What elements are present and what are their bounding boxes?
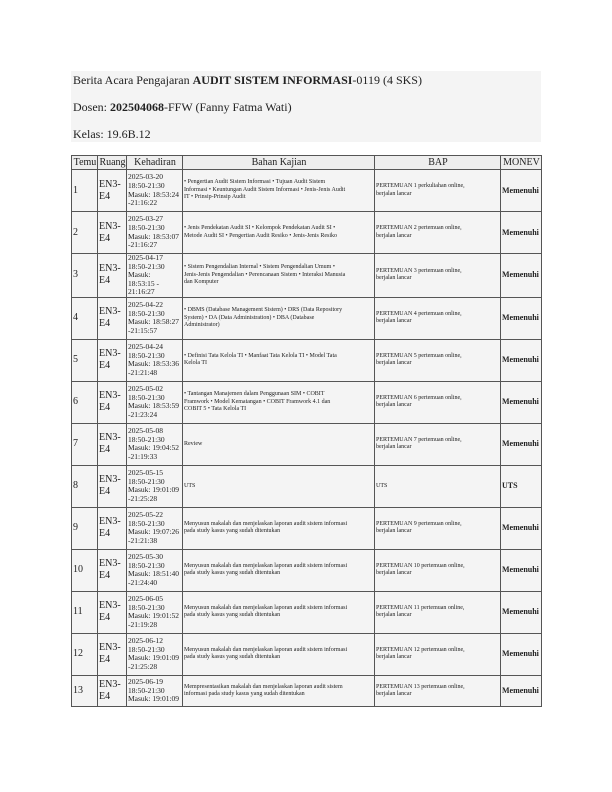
cell-kehadiran-line: -21:16:22 [128,198,158,208]
cell-ruang-line: EN3- [99,178,121,190]
cell-kehadiran-line: Masuk: 19:07:26 [128,527,180,537]
cell-bap [375,591,501,633]
cell-temu: 1 [72,170,98,212]
cell-kehadiran [127,212,183,254]
cell-kehadiran-line: 18:50-21:30 [128,476,165,486]
course-title [73,73,422,87]
table-row [72,633,542,675]
cell-ruang-line: EN3- [99,474,121,486]
cell-bap-line: berjalan lancar [376,190,412,197]
cell-kehadiran-line: 18:50-21:30 [128,180,165,190]
cell-bahan-kajian-line: • Tantangan Manajemen dalam Penggunaan SIM • COBIT [184,391,325,398]
cell-temu: 10 [72,549,98,591]
lecturer-line [73,100,292,114]
cell-ruang-line: E4 [99,402,111,414]
cell-kehadiran-line: Masuk: 18:53:36 [128,359,180,369]
cell-bap-line: PERTEMUAN 12 pertemuan online, [376,647,465,654]
cell-bahan-kajian [183,381,375,423]
cell-kehadiran-line: 18:50-21:30 [128,261,165,271]
cell-bahan-kajian [183,465,375,507]
cell-temu: 8 [72,465,98,507]
cell-bahan-kajian-line: • Pengertian Audit Sistem Informasi • Tujuan Audit Sistem [184,179,326,186]
cell-bahan-kajian [183,549,375,591]
lecturer-id: 202504068 [110,100,164,114]
table-row [72,591,542,633]
cell-ruang-line: E4 [99,486,111,498]
cell-kehadiran [127,675,183,706]
cell-ruang-line: E4 [99,528,111,540]
table-row [72,170,542,212]
cell-bahan-kajian-line: Administrator) [184,322,220,329]
cell-bap [375,549,501,591]
cell-bahan-kajian-line: pada study kasus yang sudah ditentukan [184,612,281,619]
cell-ruang-line: E4 [99,232,111,244]
cell-ruang [98,297,127,339]
cell-kehadiran-line: 18:50-21:30 [128,434,165,444]
cell-ruang-line: E4 [99,444,111,456]
cell-temu: 3 [72,254,98,298]
cell-kehadiran-line: -21:16:27 [128,240,158,250]
table-row [72,465,542,507]
cell-kehadiran-line: -21:25:28 [128,494,158,504]
cell-bahan-kajian-line: dan Komputer [184,279,219,286]
cell-bahan-kajian-line: System) • DA (Data Administration) • DBA (Database [184,314,315,321]
document-header [71,71,541,142]
cell-bahan-kajian-line: pada study kasus yang sudah ditentukan [184,528,281,535]
cell-ruang-line: EN3- [99,678,121,690]
cell-ruang-line: E4 [99,360,111,372]
cell-ruang [98,633,127,675]
cell-temu: 9 [72,507,98,549]
cell-ruang-line: EN3- [99,432,121,444]
table-row [72,549,542,591]
cell-kehadiran [127,549,183,591]
cell-kehadiran-line: -21:25:28 [128,662,158,672]
cell-kehadiran-line: -21:19:28 [128,620,158,630]
cell-ruang [98,381,127,423]
cell-bahan-kajian-line: informasi pada study kasus yang sudah ditentukan [184,690,305,697]
cell-bahan-kajian [183,633,375,675]
cell-bahan-kajian [183,212,375,254]
cell-ruang-line: E4 [99,190,111,202]
cell-bap-line: PERTEMUAN 7 pertemuan online, [376,437,462,444]
cell-bahan-kajian-line: Mempresentasikan makalah dan menjelaskan laporan audit sistem [184,683,343,690]
cell-monev: Memenuhi [501,297,542,339]
cell-kehadiran-line: -21:15:57 [128,326,158,336]
cell-kehadiran-line: 2025-06-05 [128,594,163,604]
cell-kehadiran-line: Masuk: 18:53:59 [128,401,180,411]
cell-kehadiran-line: 2025-05-22 [128,510,163,520]
column-header-bahan-kajian: Bahan Kajian [183,156,375,170]
cell-bahan-kajian [183,254,375,298]
cell-kehadiran-line: 2025-04-22 [128,300,163,310]
cell-kehadiran [127,465,183,507]
cell-kehadiran-line: 2025-06-19 [128,677,163,687]
cell-temu: 5 [72,339,98,381]
cell-bap [375,297,501,339]
cell-bap-line: berjalan lancar [376,528,412,535]
cell-ruang-line: E4 [99,318,111,330]
cell-ruang [98,465,127,507]
cell-bap-line: UTS [376,482,388,489]
cell-monev: Memenuhi [501,423,542,465]
cell-kehadiran-line: Masuk: 18:58:27 [128,317,180,327]
cell-ruang-line: E4 [99,612,111,624]
cell-temu: 6 [72,381,98,423]
cell-ruang-line: E4 [99,275,111,287]
cell-bap [375,170,501,212]
cell-ruang-line: EN3- [99,390,121,402]
cell-bap-line: berjalan lancar [376,275,412,282]
table-row [72,254,542,298]
cell-kehadiran [127,339,183,381]
cell-bahan-kajian [183,423,375,465]
cell-ruang [98,170,127,212]
cell-kehadiran [127,381,183,423]
cell-kehadiran-line: 2025-05-02 [128,384,163,394]
cell-bap [375,212,501,254]
cell-bahan-kajian-line: IT • Prinsip-Prinsip Audit [184,194,246,201]
column-header-kehadiran: Kehadiran [127,156,183,170]
cell-monev: Memenuhi [501,591,542,633]
cell-kehadiran-line: 2025-05-15 [128,468,163,478]
cell-ruang [98,254,127,298]
cell-bahan-kajian-line: pada study kasus yang sudah ditentukan [184,654,281,661]
cell-kehadiran-line: -21:23:24 [128,410,158,420]
cell-bahan-kajian-line: Framwork • Model Kematangan • COBIT Framwork 4.1 dan [184,398,331,405]
cell-bap [375,423,501,465]
cell-monev: Memenuhi [501,633,542,675]
cell-kehadiran-line: 18:50-21:30 [128,308,165,318]
cell-bahan-kajian-line: Review [184,440,203,447]
cell-kehadiran-line: Masuk: 18:53:24 [128,189,180,199]
cell-bahan-kajian-line: COBIT 5 • Tata Kelola TI [184,406,247,413]
table-row [72,675,542,706]
cell-kehadiran [127,633,183,675]
cell-bahan-kajian-line: Menyusun makalah dan menjelaskan laporan audit sistem informasi [184,605,348,612]
cell-bahan-kajian [183,675,375,706]
cell-kehadiran-line: Masuk: 19:01:09 [128,694,180,704]
cell-kehadiran [127,591,183,633]
attendance-table [71,155,542,707]
cell-kehadiran-line: 2025-04-24 [128,342,163,352]
cell-kehadiran-line: 18:50-21:30 [128,392,165,402]
cell-monev: Memenuhi [501,170,542,212]
cell-ruang-line: EN3- [99,263,121,275]
cell-ruang-line: E4 [99,570,111,582]
cell-bahan-kajian [183,297,375,339]
cell-monev: Memenuhi [501,254,542,298]
cell-kehadiran-line: -21:19:33 [128,452,158,462]
cell-bap-line: berjalan lancar [376,570,412,577]
cell-bahan-kajian-line: • Sistem Pengendalian Internal • Sistem Pengendalian Umum • [184,264,335,271]
cell-kehadiran-line: 2025-05-08 [128,426,163,436]
column-header-bap: BAP [375,156,501,170]
cell-temu: 13 [72,675,98,706]
cell-kehadiran-line: 2025-04-17 [128,253,163,262]
cell-kehadiran-line: Masuk: 19:01:09 [128,485,180,495]
cell-bap-line: PERTEMUAN 5 pertemuan online, [376,353,462,360]
cell-ruang-line: EN3- [99,642,121,654]
cell-bap-line: berjalan lancar [376,360,412,367]
cell-ruang-line: E4 [99,690,111,702]
cell-kehadiran-line: 2025-06-12 [128,636,163,646]
column-header-ruang: Ruang [99,156,126,168]
cell-monev: Memenuhi [501,549,542,591]
cell-bap-line: PERTEMUAN 11 pertemuan online, [376,605,465,612]
cell-kehadiran [127,170,183,212]
cell-ruang-line: EN3- [99,306,121,318]
cell-bap-line: PERTEMUAN 1 perkuliahan online, [376,183,465,190]
cell-bap-line: PERTEMUAN 10 pertemuan online, [376,563,465,570]
cell-bahan-kajian-line: • Jenis Pendekatan Audit SI • Kelompok Pendekatan Audit SI • [184,225,336,232]
cell-bap-line: berjalan lancar [376,654,412,661]
cell-bap [375,507,501,549]
cell-kehadiran-line: 2025-03-27 [128,214,163,224]
cell-bahan-kajian-line: Informasi • Keuntungan Audit Sistem Informasi • Jenis-Jenis Audit [184,186,346,193]
cell-bahan-kajian [183,507,375,549]
cell-bap-line: berjalan lancar [376,444,412,451]
cell-kehadiran-line: 18:50-21:30 [128,518,165,528]
cell-ruang-line: EN3- [99,348,121,360]
cell-kehadiran [127,507,183,549]
cell-kehadiran-line: -21:21:48 [128,368,158,378]
cell-kehadiran-line: 18:53:15 - [128,278,160,288]
cell-ruang-line: EN3- [99,516,121,528]
cell-bahan-kajian-line: • DBMS (Database Management Sistem) • DRS (Data Repository [184,307,343,314]
cell-monev: Memenuhi [501,507,542,549]
cell-kehadiran-line: 21:16:27 [128,287,155,297]
table-header-row [72,156,542,170]
cell-kehadiran-line: Masuk: 19:04:52 [128,443,180,453]
cell-bap-line: PERTEMUAN 4 pertemuan online, [376,311,462,318]
cell-temu: 7 [72,423,98,465]
table-row [72,297,542,339]
cell-kehadiran [127,423,183,465]
class-line: Kelas: 19.6B.12 [73,127,151,141]
cell-monev: Memenuhi [501,339,542,381]
cell-kehadiran-line: -21:21:38 [128,536,158,546]
cell-ruang [98,591,127,633]
cell-ruang [98,339,127,381]
course-name: AUDIT SISTEM INFORMASI [192,73,353,87]
cell-monev: UTS [501,465,542,507]
cell-bahan-kajian-line: UTS [184,482,196,489]
cell-kehadiran-line: 18:50-21:30 [128,644,165,654]
cell-kehadiran-line: 18:50-21:30 [128,350,165,360]
cell-bap [375,675,501,706]
cell-bahan-kajian-line: Metode Audit SI • Pengertian Audit Resiko • Jenis-Jenis Resiko [184,232,338,239]
cell-monev: Memenuhi [501,381,542,423]
cell-bap-line: PERTEMUAN 2 pertemuan online, [376,225,462,232]
cell-bahan-kajian-line: Kelola TI [184,360,208,367]
cell-temu: 12 [72,633,98,675]
course-code: -0119 (4 SKS) [352,73,422,87]
lecturer-label: Dosen: [73,100,110,114]
cell-kehadiran-line: 2025-03-20 [128,172,163,182]
cell-kehadiran-line: Masuk: 18:51:40 [128,569,180,579]
cell-kehadiran-line: 2025-05-30 [128,552,163,562]
cell-bap [375,633,501,675]
cell-ruang [98,675,127,706]
cell-kehadiran-line: Masuk: 19:01:09 [128,653,180,663]
cell-temu: 11 [72,591,98,633]
cell-kehadiran-line: -21:24:40 [128,578,158,588]
table-body [72,170,542,707]
cell-kehadiran-line: 18:50-21:30 [128,222,165,232]
cell-bahan-kajian [183,591,375,633]
cell-bahan-kajian-line: Menyusun makalah dan menjelaskan laporan audit sistem informasi [184,521,348,528]
table-row [72,212,542,254]
cell-ruang [98,423,127,465]
cell-ruang-line: EN3- [99,600,121,612]
cell-bap-line: PERTEMUAN 3 pertemuan online, [376,268,462,275]
cell-bap-line: berjalan lancar [376,232,412,239]
table-row [72,507,542,549]
cell-temu: 4 [72,297,98,339]
cell-bap [375,254,501,298]
cell-temu: 2 [72,212,98,254]
column-header-temu: Temu [72,156,98,170]
cell-kehadiran-line: Masuk: 18:53:07 [128,231,180,241]
cell-bahan-kajian-line: Menyusun makalah dan menjelaskan laporan audit sistem informasi [184,563,348,570]
table-row [72,381,542,423]
cell-ruang-line: EN3- [99,558,121,570]
column-header-monev: MONEV [501,156,542,170]
course-title-prefix: Berita Acara Pengajaran [73,73,193,87]
cell-ruang-line: EN3- [99,220,121,232]
cell-kehadiran [127,254,183,298]
cell-bahan-kajian [183,339,375,381]
table-row [72,339,542,381]
cell-bap-line: PERTEMUAN 13 pertemuan online, [376,683,465,690]
cell-monev: Memenuhi [501,675,542,706]
cell-ruang [98,507,127,549]
cell-kehadiran-line: Masuk: 19:01:52 [128,611,180,621]
cell-bahan-kajian-line: • Definisi Tata Kelola TI • Manfaat Tata Kelola TI • Model Tata [184,353,337,360]
cell-bap-line: berjalan lancar [376,690,412,697]
cell-bap [375,465,501,507]
cell-monev: Memenuhi [501,212,542,254]
cell-kehadiran-line: 18:50-21:30 [128,685,165,695]
cell-kehadiran-line: 18:50-21:30 [128,560,165,570]
cell-bap [375,381,501,423]
cell-ruang [98,549,127,591]
cell-bap-line: berjalan lancar [376,318,412,325]
cell-bahan-kajian-line: Jenis-Jenis Pengendalian • Perencanaan Sistem • Interaksi Manusia [184,271,346,278]
cell-kehadiran [127,297,183,339]
lecturer-name: -FFW (Fanny Fatma Wati) [164,100,292,114]
table-row [72,423,542,465]
cell-bap-line: berjalan lancar [376,402,412,409]
cell-bap-line: berjalan lancar [376,612,412,619]
cell-bap-line: PERTEMUAN 9 pertemuan online, [376,521,462,528]
cell-kehadiran-line: Masuk: [128,270,151,280]
cell-bap-line: PERTEMUAN 6 pertemuan online, [376,395,462,402]
cell-ruang [98,212,127,254]
cell-kehadiran-line: 18:50-21:30 [128,602,165,612]
cell-bahan-kajian-line: pada study kasus yang sudah ditentukan [184,570,281,577]
cell-bap [375,339,501,381]
cell-ruang-line: E4 [99,654,111,666]
cell-bahan-kajian-line: Menyusun makalah dan menjelaskan laporan audit sistem informasi [184,647,348,654]
cell-bahan-kajian [183,170,375,212]
